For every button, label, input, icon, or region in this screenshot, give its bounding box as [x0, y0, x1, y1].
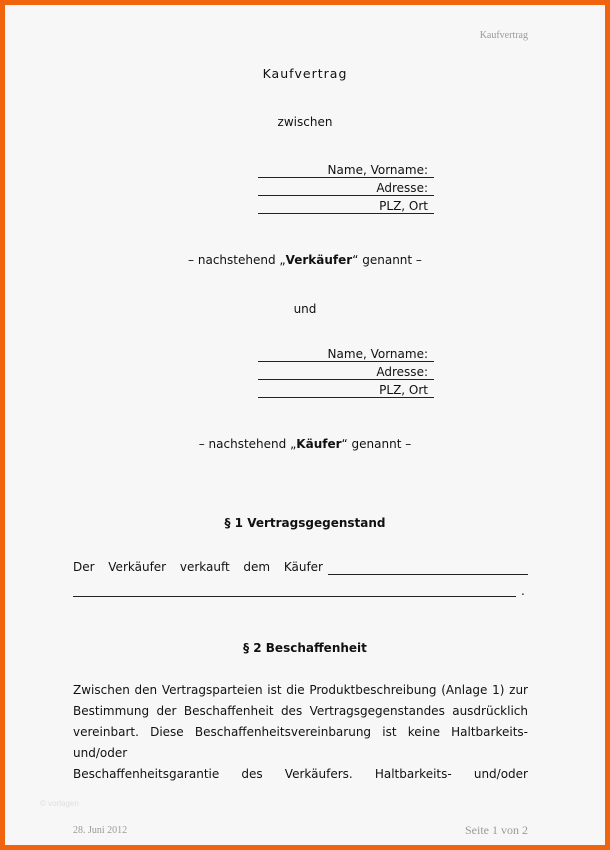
section-1-text	[73, 560, 323, 574]
footer-page-number: Seite 1 von 2	[465, 823, 528, 837]
sentence-period: .	[521, 584, 525, 598]
line-text: Beschaffenheitsgarantie des Verkäufers. Haltbarkeits- und/oder	[73, 767, 528, 781]
between-label: zwischen	[277, 115, 333, 129]
section-2-paragraph	[73, 680, 528, 785]
seller-city-row	[5, 199, 605, 217]
line-text: Bestimmung der Beschaffenheit des Vertragsgegenstandes ausdrücklich	[73, 704, 528, 718]
object-blank-line-2[interactable]	[73, 596, 516, 597]
section-1-heading: § 1 Vertragsgegenstand	[224, 516, 386, 530]
seller-note	[5, 253, 605, 267]
word: Verkäufer	[108, 560, 167, 574]
word: verkauft	[179, 560, 230, 574]
note-role: Käufer	[296, 437, 342, 451]
field-label: PLZ, Ort	[379, 199, 428, 213]
paragraph-line	[73, 764, 528, 785]
field-label: Name, Vorname:	[327, 347, 428, 361]
line-text: vereinbart. Diese Beschaffenheitsvereinbarung ist keine Haltbarkeits- und/oder	[73, 725, 528, 760]
word: dem	[243, 560, 271, 574]
buyer-city-row	[5, 383, 605, 401]
seller-address-line[interactable]	[258, 195, 434, 196]
buyer-address-row	[5, 365, 605, 383]
object-blank-line[interactable]	[328, 574, 528, 575]
line-text: Zwischen den Vertragsparteien ist die Produktbeschreibung (Anlage 1) zur	[73, 683, 528, 697]
document-title: Kaufvertrag	[262, 66, 348, 81]
field-label: PLZ, Ort	[379, 383, 428, 397]
note-text: – nachstehend „	[188, 253, 286, 267]
paragraph-line	[73, 701, 528, 722]
running-header: Kaufvertrag	[479, 30, 528, 41]
word: Der	[73, 560, 95, 574]
field-label: Adresse:	[376, 365, 428, 379]
footer-date: 28. Juni 2012	[73, 825, 128, 836]
word: Käufer	[283, 560, 323, 574]
watermark: © vorlagen	[40, 799, 79, 808]
paragraph-line	[73, 680, 528, 701]
note-text: “ genannt –	[352, 253, 422, 267]
buyer-city-line[interactable]	[258, 397, 434, 398]
buyer-address-line[interactable]	[258, 379, 434, 380]
seller-name-row	[5, 163, 605, 181]
buyer-note	[5, 437, 605, 451]
paragraph-line	[73, 722, 528, 764]
seller-city-line[interactable]	[258, 213, 434, 214]
section-1-sentence	[73, 560, 528, 580]
document-page	[5, 5, 605, 845]
and-label: und	[293, 302, 317, 316]
note-text: – nachstehend „	[198, 437, 297, 451]
note-role: Verkäufer	[285, 253, 353, 267]
buyer-name-line[interactable]	[258, 361, 434, 362]
seller-address-row	[5, 181, 605, 199]
field-label: Adresse:	[376, 181, 428, 195]
buyer-name-row	[5, 347, 605, 365]
section-2-heading: § 2 Beschaffenheit	[243, 641, 367, 655]
seller-name-line[interactable]	[258, 177, 434, 178]
note-text: “ genannt –	[341, 437, 412, 451]
field-label: Name, Vorname:	[327, 163, 428, 177]
